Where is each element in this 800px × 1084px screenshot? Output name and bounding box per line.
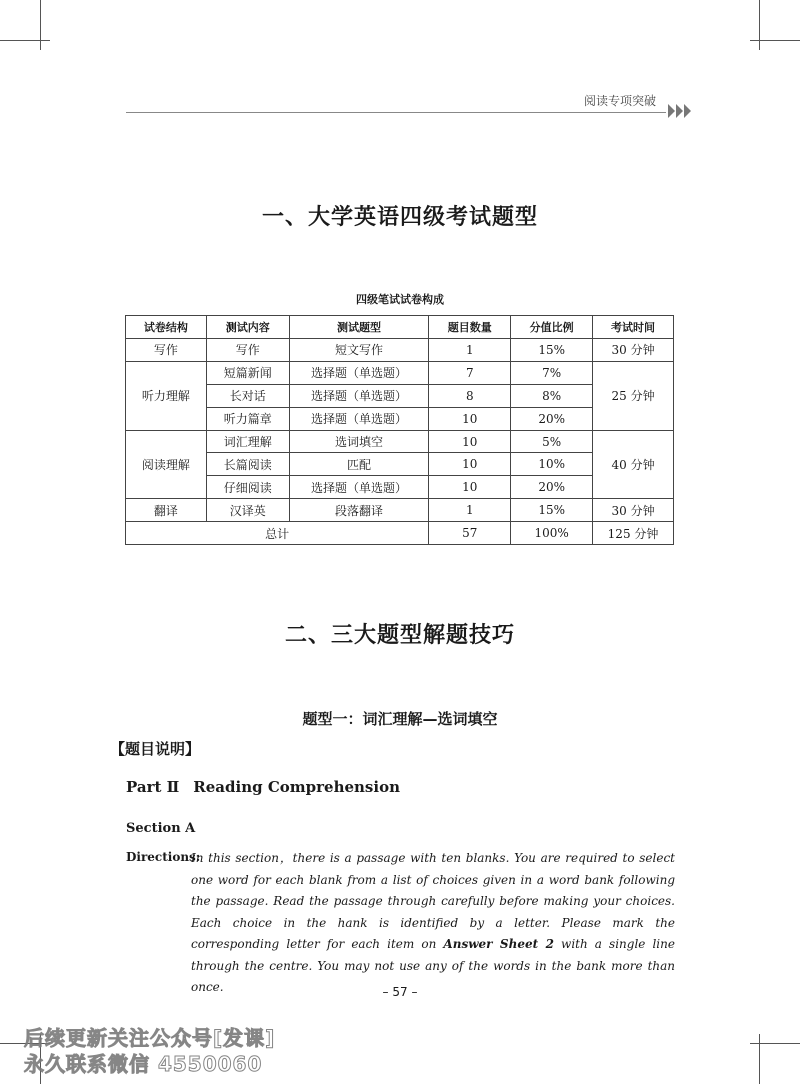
- cell-count: 10: [429, 453, 511, 476]
- table-row: [126, 339, 674, 362]
- cell-ratio: 5%: [511, 430, 593, 453]
- cell-time: 125 分钟: [593, 522, 674, 545]
- cell-type: 选择题（单选题）: [289, 361, 429, 384]
- cell-structure: 写作: [126, 339, 207, 362]
- cell-ratio: 20%: [511, 407, 593, 430]
- crop-mark: [750, 40, 800, 41]
- question-type-title: 题型一：词汇理解—选词填空: [302, 710, 498, 728]
- cell-ratio: 15%: [511, 499, 593, 522]
- cell-type: 段落翻译: [289, 499, 429, 522]
- cell-type: 选择题（单选题）: [289, 407, 429, 430]
- page-number: – 57 –: [382, 985, 418, 999]
- cell-structure: 听力理解: [126, 361, 207, 430]
- cell-content: 写作: [206, 339, 289, 362]
- table-caption: 四级笔试试卷构成: [356, 293, 444, 306]
- cell-count: 10: [429, 476, 511, 499]
- column-header: 分值比例: [511, 316, 593, 339]
- cell-content: 汉译英: [206, 499, 289, 522]
- cell-ratio: 15%: [511, 339, 593, 362]
- cell-count: 1: [429, 499, 511, 522]
- watermark-line: 永久联系微信 4550060: [24, 1052, 263, 1076]
- cell-count: 7: [429, 361, 511, 384]
- cell-content: 听力篇章: [206, 407, 289, 430]
- cell-time: 30 分钟: [593, 339, 674, 362]
- cell-time: 30 分钟: [593, 499, 674, 522]
- crop-mark: [0, 40, 50, 41]
- answer-sheet-label: Answer Sheet 2: [443, 937, 554, 951]
- cell-type: 短文写作: [289, 339, 429, 362]
- exam-structure-table: [125, 315, 674, 545]
- table-row: [126, 453, 674, 476]
- column-header: 测试题型: [289, 316, 429, 339]
- cell-ratio: 20%: [511, 476, 593, 499]
- header-title: 阅读专项突破: [583, 94, 656, 108]
- cell-ratio: 100%: [511, 522, 593, 545]
- cell-content: 短篇新闻: [206, 361, 289, 384]
- cell-structure: 翻译: [126, 499, 207, 522]
- cell-structure: 阅读理解: [126, 430, 207, 499]
- crop-mark: [759, 1034, 760, 1084]
- cell-count: 1: [429, 339, 511, 362]
- cell-content: 仔细阅读: [206, 476, 289, 499]
- directions-text-part: In this section，there is a passage with ten blanks. You are required to select one word for each blank from a list of choices given in a word bank following the passage. Read the passage through carefully before making your choices. Each choice in the hank is identified by a letter. Please mark the corresponding letter for each item on: [191, 851, 675, 951]
- cell-time: 25 分钟: [593, 361, 674, 430]
- crop-mark: [759, 0, 760, 50]
- section-label: Section A: [126, 821, 196, 836]
- table-row: [126, 499, 674, 522]
- cell-count: 10: [429, 430, 511, 453]
- cell-total-label: 总计: [126, 522, 429, 545]
- triple-chevron-icon: [668, 102, 694, 120]
- table-row: [126, 384, 674, 407]
- header-rule: [126, 112, 666, 113]
- cell-content: 长篇阅读: [206, 453, 289, 476]
- directions-label: Directions:: [126, 850, 201, 864]
- column-header: 试卷结构: [126, 316, 207, 339]
- watermark-line: 后续更新关注公众号[发课]: [24, 1026, 276, 1050]
- cell-type: 匹配: [289, 453, 429, 476]
- cell-type: 选择题（单选题）: [289, 384, 429, 407]
- cell-type: 选词填空: [289, 430, 429, 453]
- part-numeral: Part Ⅱ: [126, 778, 180, 796]
- section-1-title: 一、大学英语四级考试题型: [261, 205, 538, 230]
- directions-text: [191, 848, 675, 999]
- table-row: [126, 361, 674, 384]
- table-total-row: [126, 522, 674, 545]
- cell-count: 57: [429, 522, 511, 545]
- section-2-title: 二、三大题型解题技巧: [284, 623, 515, 648]
- crop-mark: [750, 1043, 800, 1044]
- column-header: 题目数量: [429, 316, 511, 339]
- part-heading: [126, 778, 400, 796]
- cell-ratio: 7%: [511, 361, 593, 384]
- directions-text-part: with a single line through the centre. You may not use any of the words in the bank more than once.: [191, 937, 675, 994]
- cell-content: 词汇理解: [206, 430, 289, 453]
- cell-count: 8: [429, 384, 511, 407]
- crop-mark: [40, 0, 41, 50]
- table-row: [126, 430, 674, 453]
- table-header-row: [126, 316, 674, 339]
- cell-content: 长对话: [206, 384, 289, 407]
- column-header: 测试内容: [206, 316, 289, 339]
- cell-type: 选择题（单选题）: [289, 476, 429, 499]
- cell-time: 40 分钟: [593, 430, 674, 499]
- part-name: Reading Comprehension: [193, 778, 400, 796]
- cell-ratio: 8%: [511, 384, 593, 407]
- explanation-label: 【题目说明】: [110, 740, 201, 758]
- cell-count: 10: [429, 407, 511, 430]
- table-row: [126, 476, 674, 499]
- column-header: 考试时间: [593, 316, 674, 339]
- cell-ratio: 10%: [511, 453, 593, 476]
- table-row: [126, 407, 674, 430]
